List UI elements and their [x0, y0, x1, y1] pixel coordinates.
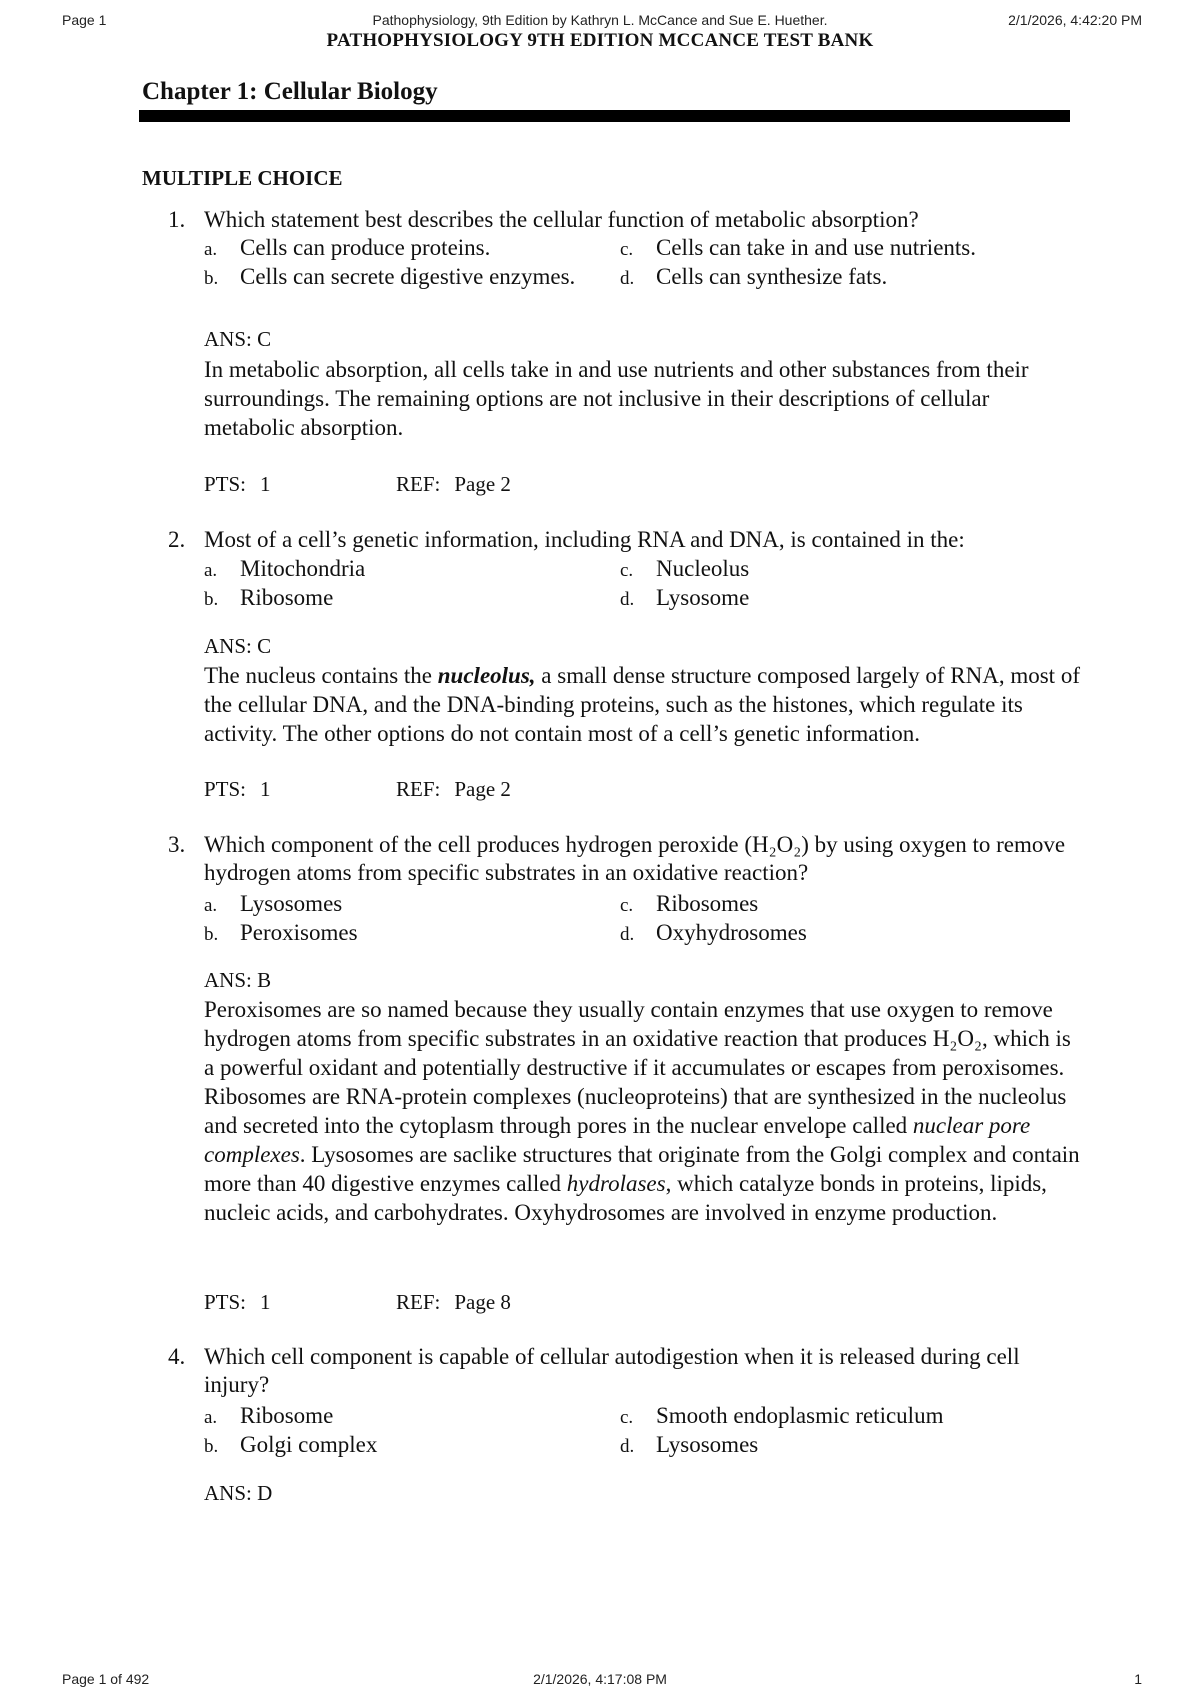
option-text: Lysosome: [656, 585, 750, 610]
option-letter: a.: [204, 1407, 218, 1428]
option-b[interactable]: [204, 1431, 377, 1461]
answer-line: [204, 325, 271, 353]
option-letter: d.: [620, 268, 635, 289]
rationale-italic: hydrolases: [566, 1171, 666, 1196]
option-a[interactable]: [204, 234, 490, 264]
page-count: Page 1 of 492: [62, 1671, 150, 1687]
pts-value: 1: [260, 472, 271, 496]
ref-value: Page 2: [454, 777, 511, 801]
footer-timestamp: 2/1/2026, 4:17:08 PM: [533, 1671, 667, 1687]
rationale-text: . Lysosomes are saclike structures that originate from the Golgi complex and contain more than 40 digestive enzymes called: [204, 1142, 1080, 1196]
question-number: 1.: [168, 207, 186, 232]
option-a[interactable]: [204, 555, 365, 585]
source-citation: Pathophysiology, 9th Edition by Kathryn L. McCance and Sue E. Huether.: [372, 12, 828, 28]
ref-value: Page 8: [454, 1290, 511, 1314]
option-letter: a.: [204, 560, 218, 581]
question-stem: Which cell component is capable of cellular autodigestion when it is released during cell injury?: [204, 1344, 1020, 1397]
option-d[interactable]: [620, 584, 749, 614]
option-letter: a.: [204, 895, 218, 916]
question-stem: Most of a cell’s genetic information, including RNA and DNA, is contained in the:: [204, 527, 965, 552]
ref-label: REF:: [396, 777, 441, 801]
option-text: Ribosome: [240, 1403, 334, 1428]
option-text: Peroxisomes: [240, 920, 358, 945]
page-number: 1: [1134, 1671, 1142, 1687]
answer-value: C: [257, 634, 272, 658]
pts-label: PTS:: [204, 1290, 247, 1314]
option-a[interactable]: [204, 1402, 333, 1432]
option-text: Nucleolus: [656, 556, 750, 581]
pts-label: PTS:: [204, 777, 247, 801]
answer-label: ANS:: [204, 1481, 252, 1505]
option-letter: c.: [620, 895, 634, 916]
question-number: 2.: [168, 527, 186, 552]
option-a[interactable]: [204, 890, 342, 920]
answer-line: [204, 966, 271, 994]
chapter-rule: [139, 110, 1070, 122]
pts-value: 1: [260, 1290, 271, 1314]
answer-value: D: [257, 1481, 273, 1505]
question-number: 3.: [168, 832, 186, 857]
option-letter: b.: [204, 924, 219, 945]
chapter-title: Chapter 1: Cellular Biology: [142, 78, 438, 105]
option-text: Lysosomes: [240, 891, 343, 916]
question-number: 4.: [168, 1344, 186, 1369]
option-letter: c.: [620, 1407, 634, 1428]
rationale-emphasis: nucleolus,: [437, 663, 536, 688]
meta-line: [204, 470, 511, 498]
option-text: Mitochondria: [240, 556, 366, 581]
option-letter: d.: [620, 924, 635, 945]
option-letter: b.: [204, 1436, 219, 1457]
option-c[interactable]: [620, 555, 749, 585]
answer-label: ANS:: [204, 327, 252, 351]
question-stem: Which statement best describes the cellular function of metabolic absorption?: [204, 207, 919, 232]
rationale: In metabolic absorption, all cells take in and use nutrients and other substances from their surroundings. The remaining options are not inclusive in their descriptions of cellular metabolic absorption.: [204, 357, 1029, 440]
option-letter: c.: [620, 239, 634, 260]
answer-label: ANS:: [204, 634, 252, 658]
rationale-text: , which catalyze bonds in proteins, lipids, nucleic acids, and carbohydrates. Oxyhydrosomes are involved in enzyme production.: [204, 1171, 1047, 1225]
option-c[interactable]: [620, 234, 976, 264]
option-letter: d.: [620, 1436, 635, 1457]
option-text: Oxyhydrosomes: [656, 920, 807, 945]
meta-line: [204, 775, 511, 803]
rationale: [204, 995, 1084, 1227]
option-c[interactable]: [620, 1402, 943, 1432]
option-d[interactable]: [620, 1431, 758, 1461]
section-title: MULTIPLE CHOICE: [142, 166, 343, 190]
option-letter: b.: [204, 589, 219, 610]
option-text: Cells can produce proteins.: [240, 235, 491, 260]
option-b[interactable]: [204, 919, 358, 949]
answer-value: C: [257, 327, 272, 351]
option-b[interactable]: [204, 263, 575, 293]
option-text: Ribosome: [240, 585, 334, 610]
header-timestamp: 2/1/2026, 4:42:20 PM: [1008, 12, 1142, 28]
question-stem: Which component of the cell produces hydrogen peroxide (H₂O₂) by using oxygen to remove hydrogen atoms from specific substrates in an oxidative reaction?: [204, 832, 1066, 885]
option-letter: b.: [204, 268, 219, 289]
test-bank-title: PATHOPHYSIOLOGY 9TH EDITION MCCANCE TEST BANK: [326, 30, 874, 51]
option-text: Golgi complex: [240, 1432, 378, 1457]
option-letter: a.: [204, 239, 218, 260]
option-text: Smooth endoplasmic reticulum: [656, 1403, 944, 1428]
answer-line: [204, 632, 271, 660]
ref-label: REF:: [396, 1290, 441, 1314]
rationale-text: Peroxisomes are so named because they usually contain enzymes that use oxygen to remove hydrogen atoms from specific substrates in an oxidative reaction that produces H₂O₂, which is a powerful oxidant and potentially destructive if it accumulates or escapes from peroxisomes. Ribosomes are RNA-protein complexes (nucleoproteins) that are synthesized in the nucleolus and secreted into the cytoplasm through pores in the nuclear envelope called: [204, 997, 1071, 1138]
answer-value: B: [257, 968, 272, 992]
option-c[interactable]: [620, 890, 758, 920]
rationale-text: a small dense structure composed largely of RNA, most of the cellular DNA, and the DNA-binding proteins, such as the histones, which regulate its activity. The other options do not contain most of a cell’s genetic information.: [204, 663, 1080, 746]
option-text: Ribosomes: [656, 891, 759, 916]
rationale-italic: nuclear pore complexes: [204, 1113, 1031, 1167]
rationale-text: The nucleus contains the: [204, 663, 438, 688]
option-d[interactable]: [620, 919, 807, 949]
page-label: Page 1: [62, 12, 107, 28]
rationale: [204, 661, 1084, 748]
option-text: Cells can secrete digestive enzymes.: [240, 264, 576, 289]
pts-value: 1: [260, 777, 271, 801]
ref-label: REF:: [396, 472, 441, 496]
answer-label: ANS:: [204, 968, 252, 992]
answer-line: [204, 1479, 272, 1507]
option-letter: d.: [620, 589, 635, 610]
option-b[interactable]: [204, 584, 333, 614]
pts-label: PTS:: [204, 472, 247, 496]
option-letter: c.: [620, 560, 634, 581]
option-d[interactable]: [620, 263, 887, 293]
meta-line: [204, 1288, 511, 1316]
option-text: Lysosomes: [656, 1432, 759, 1457]
option-text: Cells can synthesize fats.: [656, 264, 888, 289]
option-text: Cells can take in and use nutrients.: [656, 235, 977, 260]
ref-value: Page 2: [454, 472, 511, 496]
